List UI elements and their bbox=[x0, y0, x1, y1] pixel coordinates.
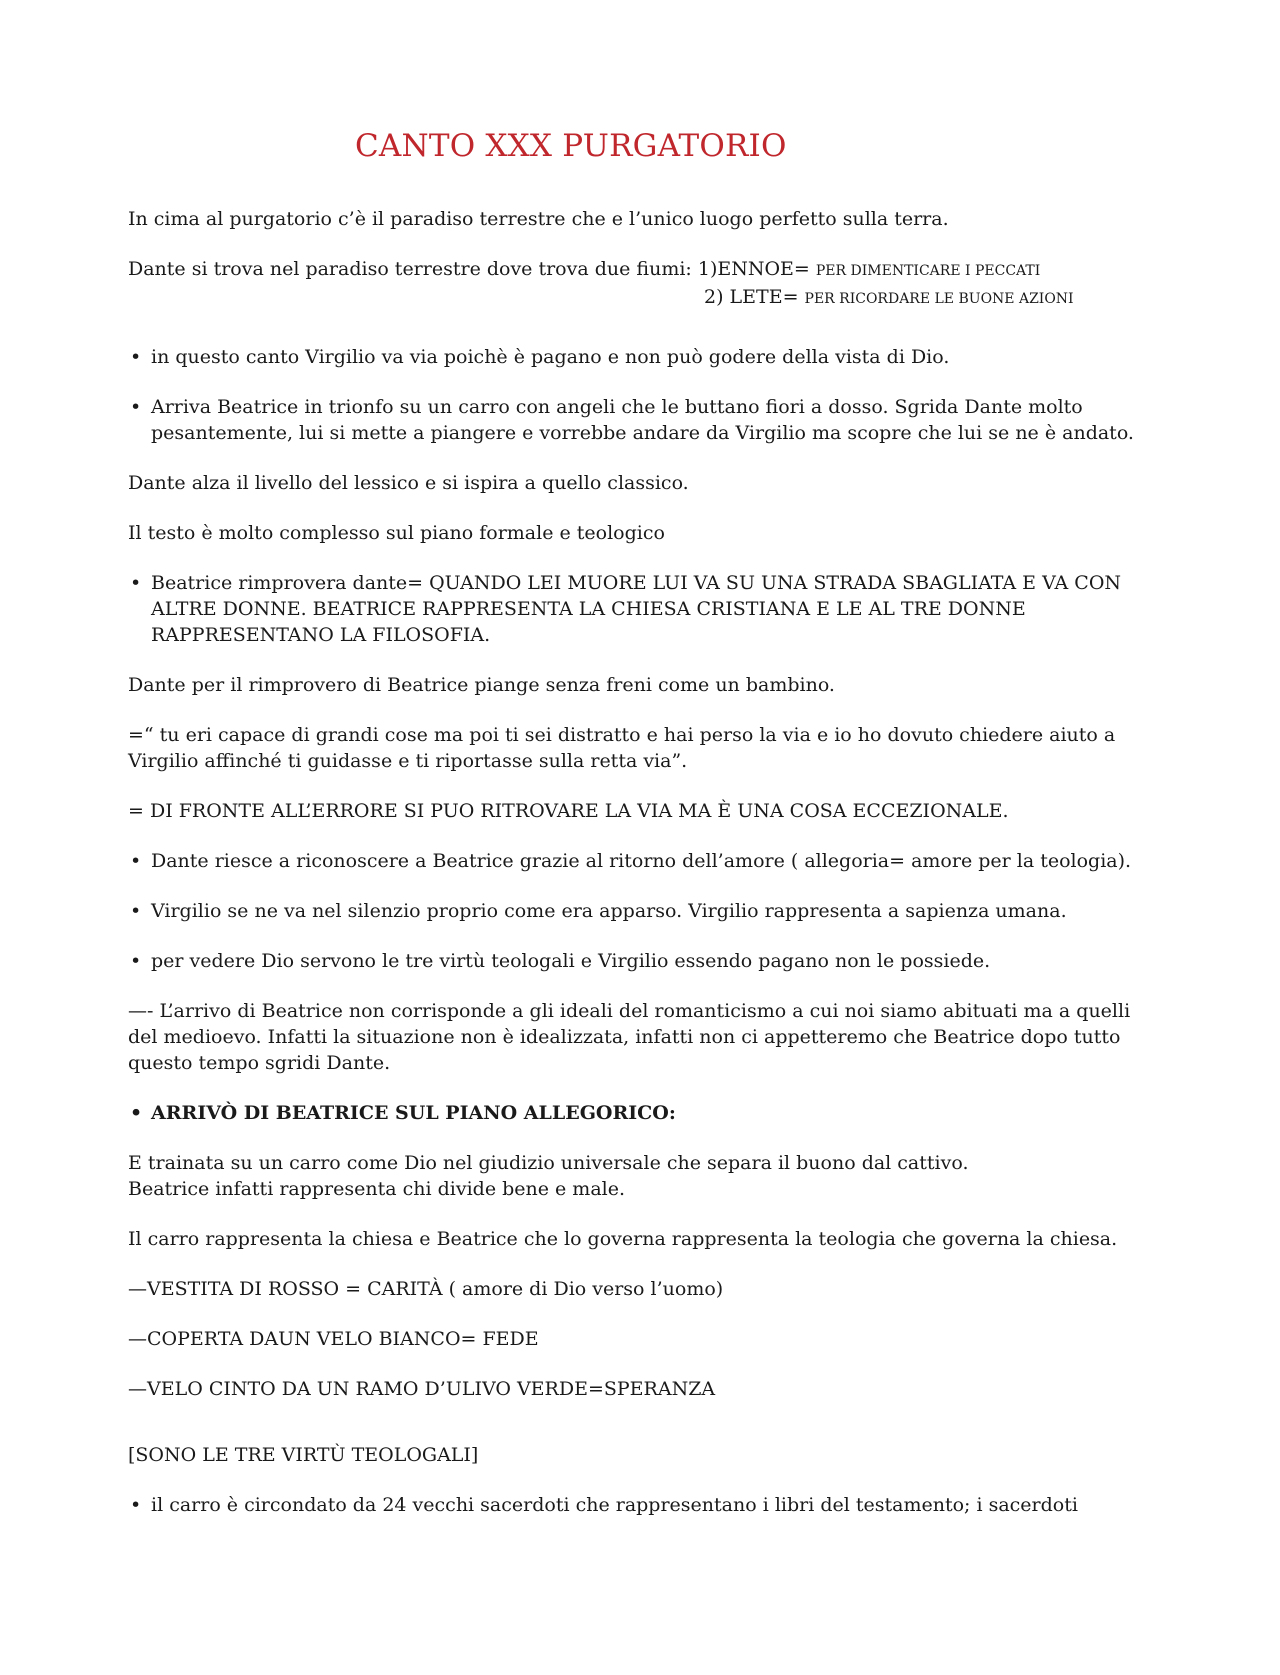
list-item bbox=[128, 898, 1158, 924]
rivers-intro: Dante si trova nel paradiso terrestre dove trova due fiumi: 1)ENNOE= bbox=[128, 258, 816, 280]
document-title: CANTO XXX PURGATORIO bbox=[355, 128, 787, 164]
ennoe-description: PER DIMENTICARE I PECCATI bbox=[815, 263, 1041, 279]
list-item-text: Dante riesce a riconoscere a Beatrice grazie al ritorno dell’amore ( allegoria= amore per la teologia). bbox=[151, 850, 1132, 872]
paragraph-pianto: Dante per il rimprovero di Beatrice piange senza freni come un bambino. bbox=[128, 674, 835, 696]
paragraph-line: E trainata su un carro come Dio nel giudizio universale che separa il buono dal cattivo. bbox=[128, 1152, 969, 1174]
bullet-list-virgilio bbox=[128, 344, 1158, 370]
paragraph-romanticismo: —- L’arrivo di Beatrice non corrisponde a gli ideali del romanticismo a cui noi siamo abituati ma a quelli del medioevo. Infatti la situazione non è idealizzata, infatti non ci appetteremo che Beatrice dopo tutto questo tempo sgridi Dante. bbox=[128, 1000, 1131, 1074]
bullet-list-rimprovero bbox=[128, 570, 1158, 648]
list-item-text: per vedere Dio servono le tre virtù teologali e Virgilio essendo pagano non le possiede. bbox=[151, 950, 991, 972]
section-heading: ARRIVÒ DI BEATRICE SUL PIANO ALLEGORICO: bbox=[151, 1102, 676, 1124]
list-item-text: il carro è circondato da 24 vecchi sacerdoti che rappresentano i libri del testamento; i sacerdoti bbox=[151, 1494, 1078, 1516]
paragraph-citazione: =“ tu eri capace di grandi cose ma poi ti sei distratto e hai perso la via e io ho dovuto chiedere aiuto a Virgilio affinché ti guidasse e ti riportasse sulla retta via”. bbox=[128, 724, 1116, 772]
rivers-row-ennoe bbox=[128, 256, 1158, 284]
paragraph-chiesa: Il carro rappresenta la chiesa e Beatrice che lo governa rappresenta la teologia che governa la chiesa. bbox=[128, 1228, 1118, 1250]
list-item-text: in questo canto Virgilio va via poichè è pagano e non può godere della vista di Dio. bbox=[151, 346, 950, 368]
bullet-icon: • bbox=[130, 1102, 143, 1124]
list-item-text: Beatrice rimprovera dante= QUANDO LEI MUORE LUI VA SU UNA STRADA SBAGLIATA E VA CON ALTRE DONNE. BEATRICE RAPPRESENTA LA CHIESA CRISTIANA E LE AL TRE DONNE RAPPRESENTANO LA FILOSOFIA. bbox=[151, 572, 1122, 646]
bullet-list-allegorico bbox=[128, 1100, 1158, 1126]
paragraph-line: Beatrice infatti rappresenta chi divide bene e male. bbox=[128, 1178, 626, 1200]
bullet-icon: • bbox=[130, 572, 142, 594]
bullet-list-beatrice bbox=[128, 394, 1158, 446]
paragraph-errore: = DI FRONTE ALL’ERRORE SI PUO RITROVARE LA VIA MA È UNA COSA ECCEZIONALE. bbox=[128, 800, 1009, 822]
bullet-icon: • bbox=[130, 1494, 142, 1516]
list-item bbox=[128, 948, 1158, 974]
paragraph-carro bbox=[128, 1150, 1158, 1202]
paragraph-testo: Il testo è molto complesso sul piano formale e teologico bbox=[128, 522, 665, 544]
bullet-list-sacerdoti bbox=[128, 1492, 1158, 1518]
bullet-list-riconoscere bbox=[128, 848, 1158, 874]
list-item bbox=[128, 570, 1158, 648]
rivers-row-lete bbox=[128, 284, 1158, 312]
bullet-icon: • bbox=[130, 950, 142, 972]
list-item bbox=[128, 394, 1158, 446]
paragraph-fede: —COPERTA DAUN VELO BIANCO= FEDE bbox=[128, 1328, 539, 1350]
rivers-block bbox=[128, 256, 1158, 312]
paragraph-lessico: Dante alza il livello del lessico e si ispira a quello classico. bbox=[128, 472, 689, 494]
bullet-icon: • bbox=[130, 850, 142, 872]
list-item-text: Arriva Beatrice in trionfo su un carro con angeli che le buttano fiori a dosso. Sgrida Dante molto pesantemente, lui si mette a piangere e vorrebbe andare da Virgilio ma scopre che lui se ne è andato. bbox=[151, 396, 1134, 444]
bullet-icon: • bbox=[130, 900, 142, 922]
list-item-heading bbox=[128, 1100, 1158, 1126]
list-item bbox=[128, 848, 1158, 874]
list-item bbox=[128, 344, 1158, 370]
bullet-icon: • bbox=[130, 346, 142, 368]
paragraph-paradiso-terrestre: In cima al purgatorio c’è il paradiso terrestre che e l’unico luogo perfetto sulla terra. bbox=[128, 208, 949, 230]
paragraph-carita: —VESTITA DI ROSSO = CARITÀ ( amore di Dio verso l’uomo) bbox=[128, 1278, 724, 1300]
paragraph-virtu-teologali: [SONO LE TRE VIRTÙ TEOLOGALI] bbox=[128, 1444, 479, 1466]
list-item-text: Virgilio se ne va nel silenzio proprio come era apparso. Virgilio rappresenta a sapienza umana. bbox=[151, 900, 1067, 922]
document-body bbox=[128, 206, 1158, 1542]
bullet-list-silenzio bbox=[128, 898, 1158, 924]
lete-label: 2) LETE= bbox=[704, 286, 805, 308]
list-item bbox=[128, 1492, 1158, 1518]
paragraph-speranza: —VELO CINTO DA UN RAMO D’ULIVO VERDE=SPERANZA bbox=[128, 1378, 716, 1400]
lete-description: PER RICORDARE LE BUONE AZIONI bbox=[804, 291, 1074, 307]
bullet-list-virtu bbox=[128, 948, 1158, 974]
bullet-icon: • bbox=[130, 396, 142, 418]
